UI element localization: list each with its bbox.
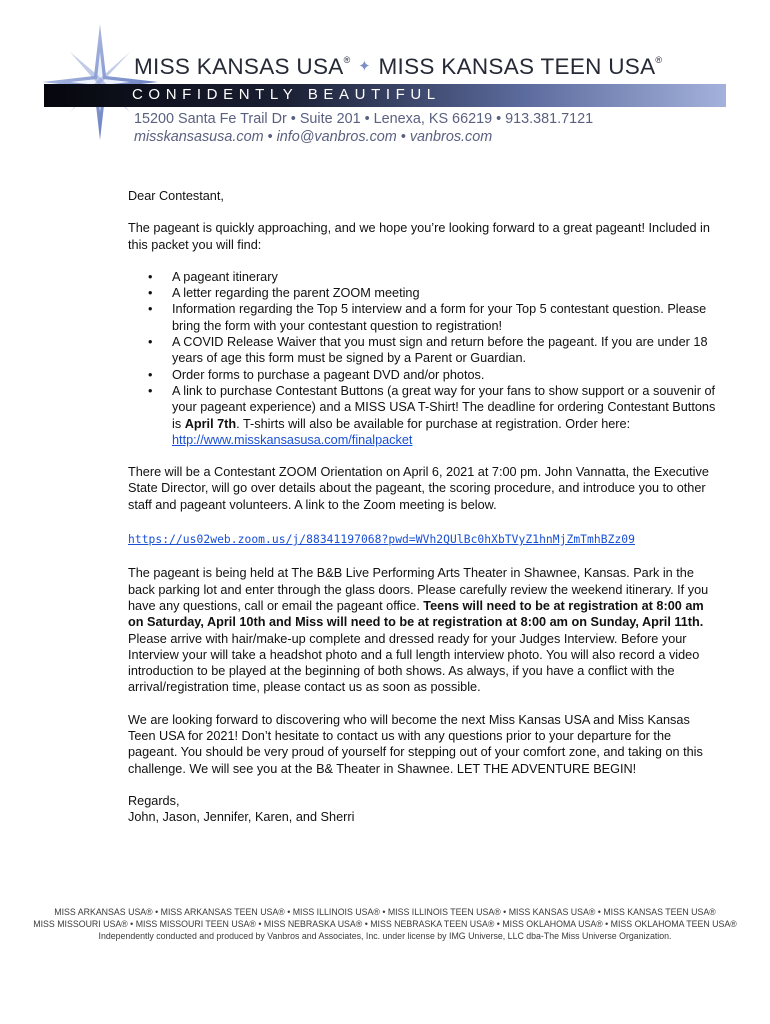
bullet-icon: • [148, 286, 153, 301]
orientation-paragraph: There will be a Contestant ZOOM Orientation on April 6, 2021 at 7:00 pm. John Vannatta, the Executive State Director, will go over details about the pageant, the scoring procedure, and introduce you to other staff and pageant volunteers. A link to the Zoom meeting is below. [128, 465, 709, 512]
list-item: • A link to purchase Contestant Buttons (a great way for your fans to show support or a souvenir of your pageant experience) and a MISS USA T-Shirt! The deadline for ordering Contestant Buttons is April 7th. T-shirts will also be available for purchase at registration. Order here: http://www.misskansasusa.com/finalpacket [148, 383, 716, 447]
list-item: • A COVID Release Waiver that you must sign and return before the pageant. If you are under 18 years of age this form must be signed by a Parent or Guardian. [148, 335, 708, 366]
tagline: CONFIDENTLY BEAUTIFUL [132, 86, 441, 103]
web-contact: misskansasusa.com • info@vanbros.com • vanbros.com [134, 129, 493, 145]
title-miss-kansas-usa: MISS KANSAS USA [134, 54, 344, 79]
bullet-icon: • [148, 269, 153, 284]
closing-paragraph: We are looking forward to discovering who will become the next Miss Kansas USA and Miss Kansas Teen USA for 2021! Don’t hesitate to contact us with any questions prior to your departure for the pageant. You should be very proud of yourself for stepping out of your comfort zone, and taking on this challenge. We will see you at the B& Theater in Shawnee. LET THE ADVENTURE BEGIN! [128, 712, 703, 776]
registered-mark: ® [343, 55, 351, 65]
zoom-meeting-link[interactable]: https://us02web.zoom.us/j/88341197068?pwd=WVh2QUlBc0hXbTVyZ1hnMjZmTmhBZz09 [128, 533, 635, 547]
bullet-icon: • [148, 367, 153, 382]
footer-line-3: Independently conducted and produced by Vanbros and Associates, Inc. under license by IMG Universe, LLC dba-The Miss Universe Organization. [98, 931, 672, 941]
letter-body [128, 188, 718, 826]
final-packet-link[interactable]: http://www.misskansasusa.com/finalpacket [172, 432, 413, 447]
intro-paragraph: The pageant is quickly approaching, and we hope you’re looking forward to a great pageant! Included in this packet you will find: [128, 221, 710, 252]
star-separator-icon: ✦ [358, 58, 371, 75]
registration-times: Teens will need to be at registration at 8:00 am on Saturday, April 10th and Miss will need to be at registration at 8:00 am on Sunday, April 11th. [128, 598, 704, 630]
footer [0, 906, 770, 942]
footer-line-1: MISS ARKANSAS USA® • MISS ARKANSAS TEEN USA® • MISS ILLINOIS USA® • MISS ILLINOIS TEEN USA® • MISS KANSAS USA® • MISS KANSAS TEEN USA® [54, 907, 716, 917]
letterhead [0, 0, 770, 160]
office-address: 15200 Santa Fe Trail Dr • Suite 201 • Lenexa, KS 66219 • 913.381.7121 [134, 111, 594, 127]
regards: Regards, [128, 793, 180, 808]
signers: John, Jason, Jennifer, Karen, and Sherri [128, 810, 355, 825]
bullet-icon: • [148, 383, 153, 398]
list-item: • Information regarding the Top 5 interview and a form for your Top 5 contestant question. Please bring the form with your contestant question to registration! [148, 302, 707, 333]
letterhead-title [134, 54, 662, 80]
footer-line-2: MISS MISSOURI USA® • MISS MISSOURI TEEN USA® • MISS NEBRASKA USA® • MISS NEBRASKA TEEN USA® • MISS OKLAHOMA USA® • MISS OKLAHOMA TEEN USA® [33, 919, 737, 929]
venue-paragraph: The pageant is being held at The B&B Live Performing Arts Theater in Shawnee, Kansas. Park in the back parking lot and enter through the glass doors. Please carefully review the weekend itinerary. If you have any questions, call or email the pageant office. Teens will need to be at registration at 8:00 am on Saturday, April 10th and Miss will need to be at registration at 8:00 am on Sunday, April 11th. Please arrive with hair/make-up complete and dressed ready for your Judges Interview. Before your Interview your will take a headshot photo and a full length interview photo. You will also record a video introduction to be played at the beginning of both shows. As always, if you have a conflict with the arrival/registration time, please contact us as soon as possible. [128, 566, 709, 695]
list-item: • A letter regarding the parent ZOOM meeting [148, 286, 420, 301]
packet-contents-list [128, 269, 718, 448]
button-deadline: April 7th [184, 416, 237, 431]
bullet-icon: • [148, 335, 153, 350]
title-miss-kansas-teen-usa: MISS KANSAS TEEN USA [378, 54, 656, 79]
registered-mark: ® [655, 55, 663, 65]
list-item: • Order forms to purchase a pageant DVD and/or photos. [148, 367, 485, 382]
salutation: Dear Contestant, [128, 189, 224, 203]
bullet-icon: • [148, 302, 153, 317]
list-item: • A pageant itinerary [148, 269, 278, 284]
